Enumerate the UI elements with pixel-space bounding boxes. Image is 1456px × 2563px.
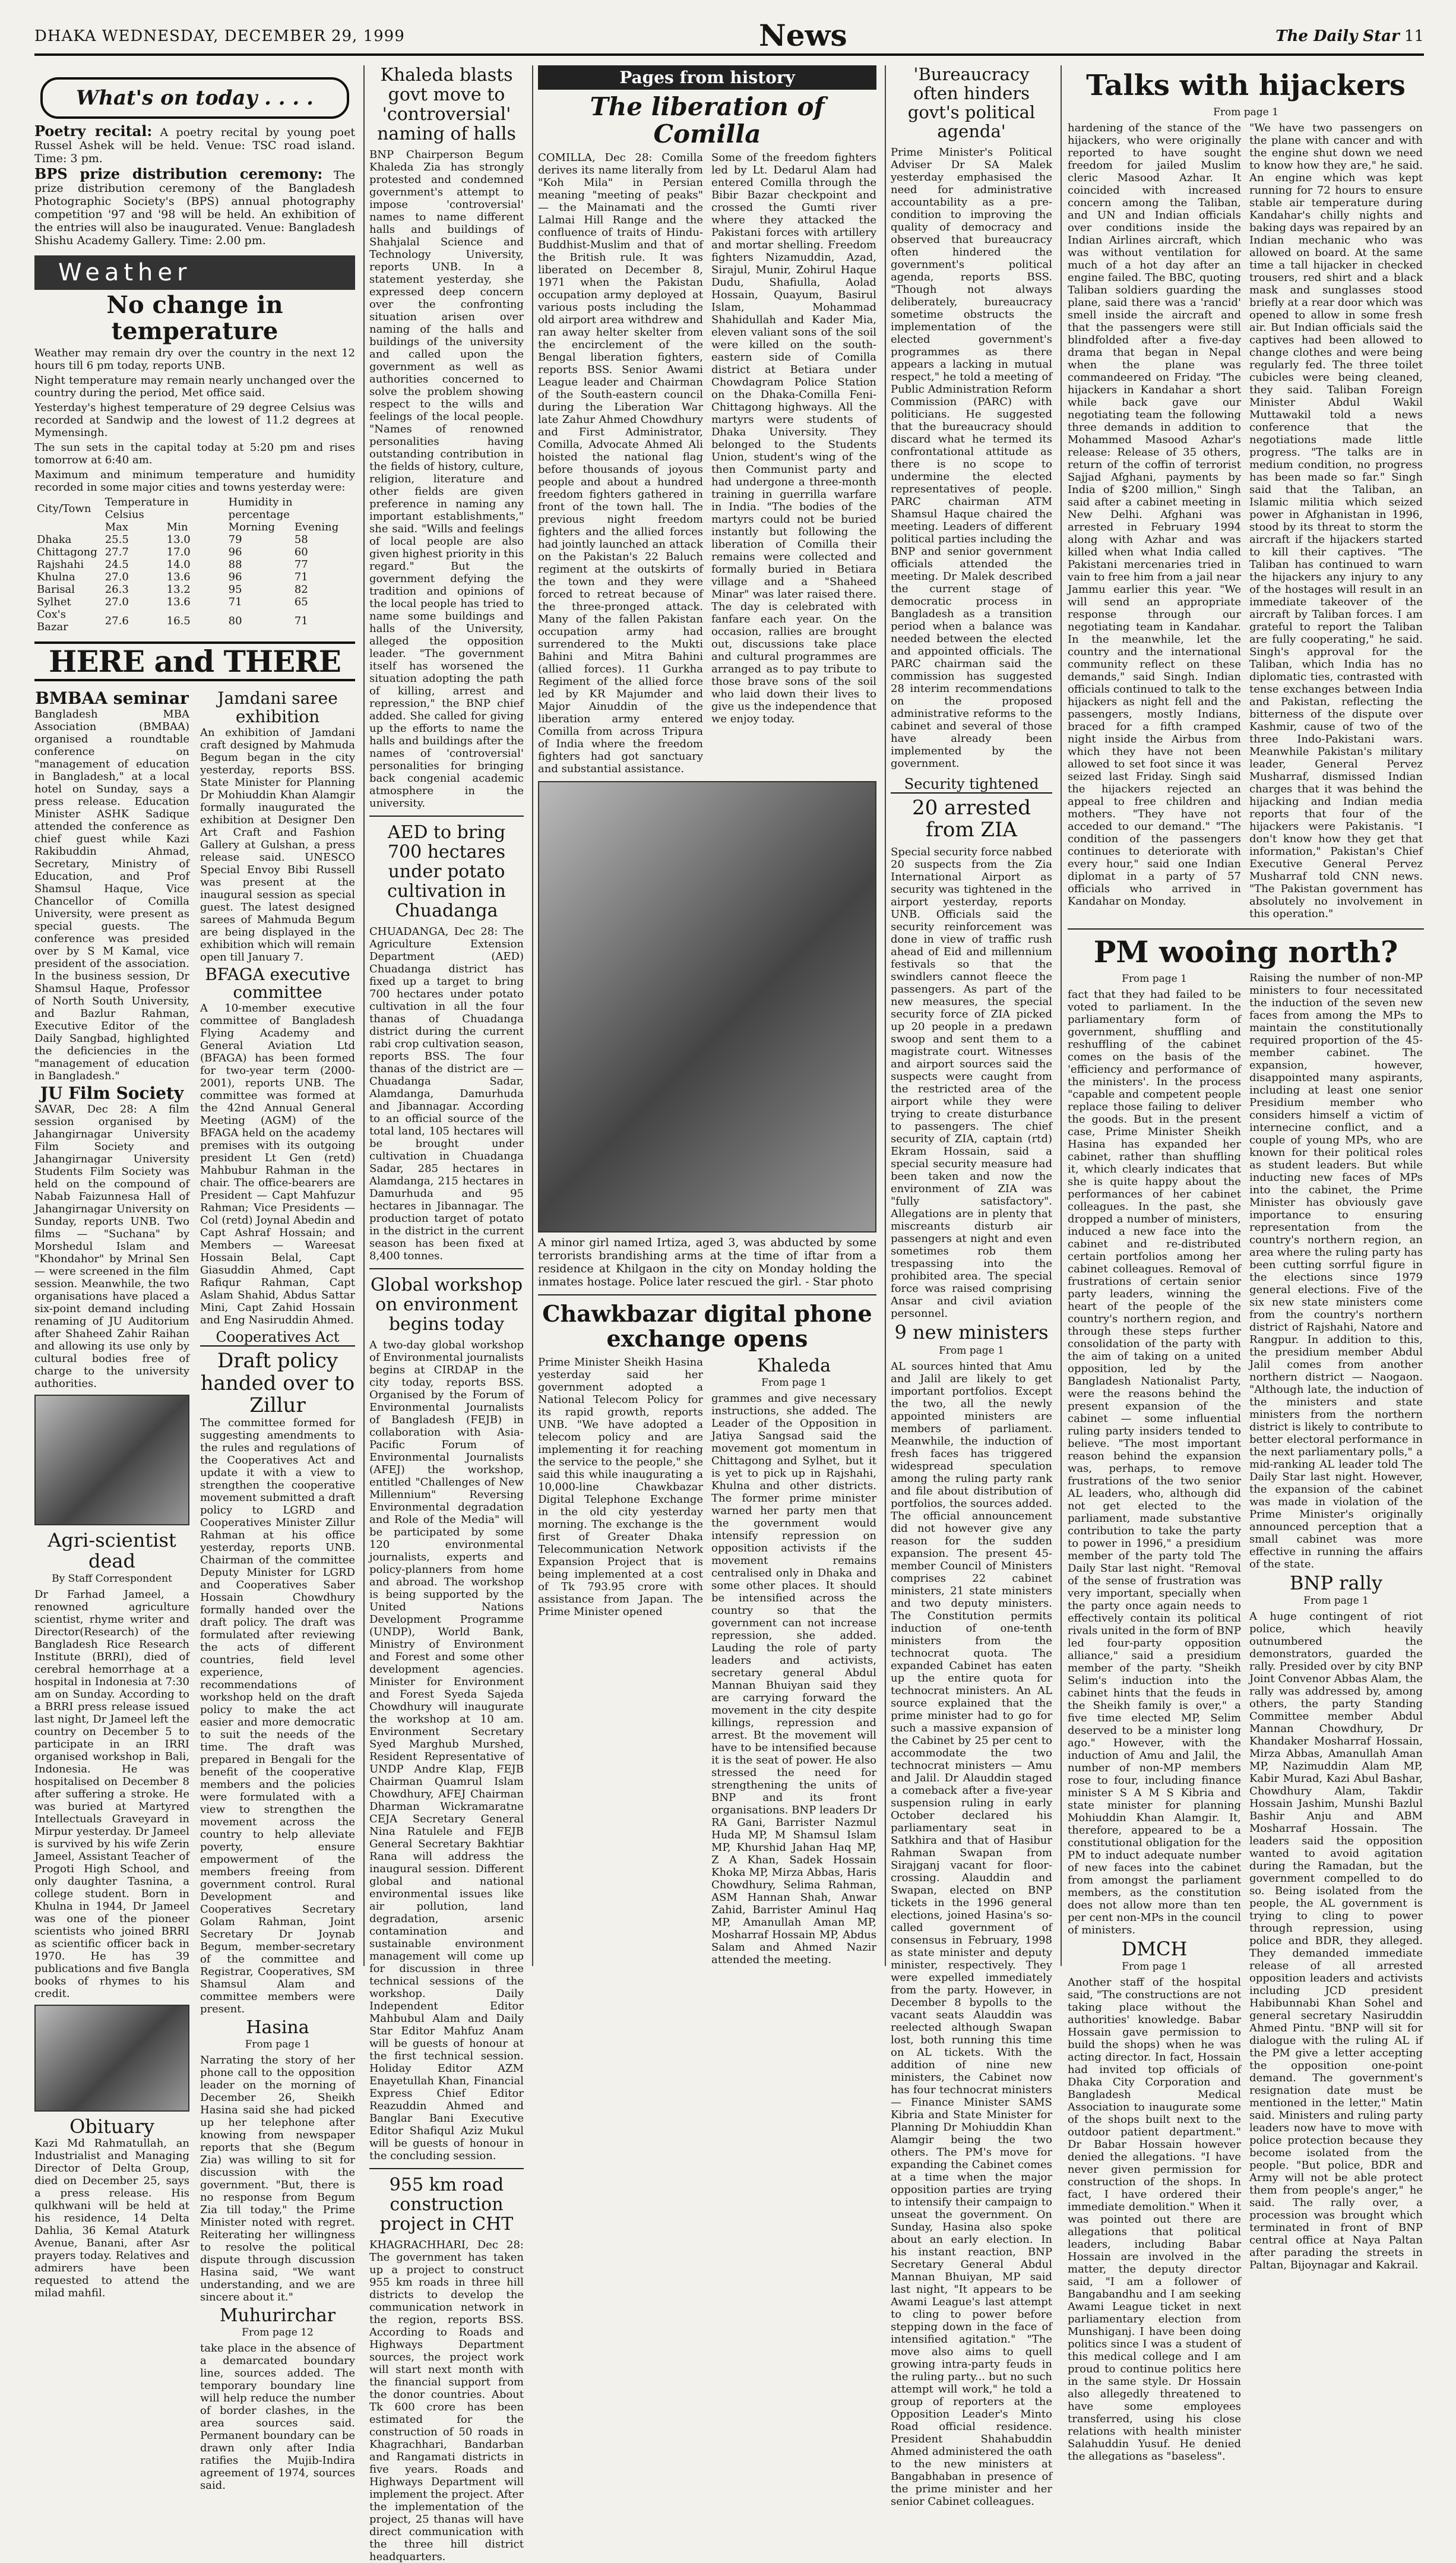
page-info — [1275, 27, 1424, 45]
bnp-rally-headline: BNP rally — [1289, 1571, 1383, 1594]
jufs-headline: JU Film Society — [40, 1083, 184, 1103]
paper-logo: The Daily Star — [1275, 27, 1400, 45]
obituary-headline: Obituary — [69, 2115, 154, 2138]
jamdani-headline: Jamdani saree exhibition — [217, 688, 338, 726]
pages-from-history-kicker: Pages from history — [538, 65, 876, 90]
aed-headline: AED to bring 700 hectares under potato cultivation in Chuadanga — [387, 822, 506, 921]
pm-wooing-headline: PM wooing north? — [1093, 934, 1398, 969]
portrait-photo — [34, 1395, 189, 1525]
muhurirchar-headline: Muhurirchar — [219, 2305, 336, 2327]
rescued-girl-photo — [538, 781, 876, 1232]
column-6: Talks with hijackers From page 1 hardening of the stance of the hijackers, who were originally reported to have sought freedom for jailed Muslim cleric Masood Azhar. It coincided with increased concern among the Taliban, and UN and Indian officials over conditions inside the Indian Airlines aircraft, which was without ventilation for much of a hot day after an engine failed. The BBC, quoting Taliban soldiers guarding the plane, said there was a 'rancid' smell inside the aircraft and that the passengers were still blindfolded after a five-day drama that began in Nepal when the plane was commandeered on Friday. "The hijackers in Kandahar a short while back gave our negotiating team the following three demands in addition to Mohammed Masood Azhar's release: Release of 35 others, return of the coffin of terrorist Sajjad Afghani, payments by India of $200 million," Singh said after a cabinet meeting in New Delhi. Afghani was arrested in February 1994 along with Azhar and was killed when what India called Pakistani mercenaries tried in vain to free him from a jail near Jammu earlier this year. "We will send an appropriate response through our negotiating team in Kandahar. In the meanwhile, let the country and the international community reflect on these demands," said Singh. Indian officials continued to talk to the hijackers as night fell and the passengers, mostly Indians, braced for a fifth cramped night inside the Airbus from which they have not been allowed to set foot since it was seized last Friday. Singh said the hijackers rejected an appeal to free children and mothers. "They have not acceded to our demand." "The condition of the passengers continues to deteriorate with every hour," said one Indian diplomat in a party of 57 officials who arrived in Kandahar on Monday. "We have two passengers on the plane with cancer and with the engine shut down we need to know how they are," he said. An engine which was kept running for 72 hours to ensure stable air temperature during Kandahar's chilly nights and baking days was repaired by an Indian mechanic who was allowed on board. At the same time a tall hijacker in checked trousers, red shirt and a black mask and sunglasses stood briefly at a rear door which was opened to allow in some fresh air. But Indian officials said the captives had been allowed to change clothes and were being regularly fed. The three toilet cubicles were being cleaned, they said. Taliban Foreign Minister Abdul Wakil Muttawakil told a news conference that the negotiations made little progress. "The talks are in medium condition, no progress has been made so far." Singh said that the Taliban, an Islamic militia which seized power in Afghanistan in 1996, stood by its threat to storm the aircraft if the hijackers started to kill their captives. "The Taliban has continued to warn the hijackers any injury to any of the hostages will result in an immediate takeover of the aircraft by Taliban forces. I am grateful to report the Taliban are fully cooperating," he said. Singh's approval for the Taliban, which India has no diplomatic ties, contrasted with tense exchanges between India and Pakistan, reflecting the bitterness of the dispute over Kashmir, cause of two of the three Indo-Pakistani wars. Meanwhile Pakistan's military leader, General Pervez Musharraf, dismissed Indian charges that it was behind the hijacking and Indian media reports that four of the hijackers were Pakistanis. "I don't know how they get that information," Pakistan's Chief Executive General Pervez Musharraf told CNN news. "The Pakistan government has absolutely no involvement in this operation." PM wooing north? From page 1 fact that they had failed to be voted to parliament. In the parliamentary form of government, shuffling and reshuffling of the cabinet comes on the basis of the 'efficiency and performance of the ministers'. In the process "capable and competent people replace those failing to deliver the goods. But in the present case, Prime Minister Sheikh Hasina has expanded her cabinet, rather than shuffling it, which clearly indicates that she is quite happy about the performances of her cabinet colleagues. In the past, she dropped a number of ministers, induced a new face into the cabinet and re-distributed certain portfolios among her cabinet colleagues. Removal of frustrations of certain senior party leaders, winning the heart of the people of the country's northern region, and through these steps further consolidation of the party with the aim of taking on a united opposition, led by the Bangladesh Nationalist Party, were the reasons behind the present expansion of the cabinet — some influential ruling party insiders tended to believe. "The most important reason behind the expansion was, perhaps, to remove frustrations of the two senior AL leaders, who, although did not get elected to the parliament, made substantive contribution to take the party to power in 1996," a presidium member of the party told The Daily Star last night. "Removal of the sense of frustration was very important, specially when the party once again needs to effectively contain its political rivals united in the form of BNP led four-party opposition alliance," said a presidium member of the party. "Sheikh Selim's induction into the cabinet hints that the feuds in the Sheikh family is over," a five time elected MP, Selim deserved to be a minister long ago." However, with the induction of Amu and Jalil, the number of non-MP members rose to four, including finance minister S A M S Kibria and state minister for planning Mohiuddin Khan Alamgir. It, therefore, appeared to be a constitutional obligation for the PM to induct adequate number of new faces into the cabinet from amongst the parliament members, as the constitution does not allow more than ten per cent non-MPs in the council of ministers. DMCH From page 1 Another staff of the hospital said, "The constructions are not taking place without the authorities' knowledge. Babar Hossain gave permission to build the shops) when he was acting director. In fact, Hossain had invited top officials of Dhaka City Corporation and Bangladesh Medical Association to inaugurate some of the shops built next to the outdoor patient department." Dr Babar Hossain however denied the allegations. "I have never given permission for construction of the shops. In fact, I have ordered their immediate demolition." When it was pointed out there are allegations that political leaders, including Babar Hossain are involved in the matter, the deputy director said, "I am a follower of Bangabandhu and I am seeking Awami League ticket in next parliamentary election from Munshiganj. I have been doing politics since I was a student of this medical college and I am proud to continue politics here in the same style. Dr Hossain also allegedly threatened to have some employees transferred, using his close relations with health minister Salahuddin Yusuf. He denied the allegations as "baseless". Raising the number of non-MP ministers to four necessitated the induction of the seven new faces from among the MPs to maintain the constitutionally required proportion of the 45-member cabinet. The expansion, however, disappointed many aspirants, including at least one senior Presidium member who considers himself a victim of internecine conflict, and a couple of young MPs, who are known for their political roles as student leaders. But while inducting new faces of MPs into the cabinet, the Prime Minister has obviously gave importance to ensuring representation from the country's northern region, an area where the ruling party has been cutting sorrful figure in the elections since 1979 general elections. Five of the six new state ministers come from the country's northern district of Rajshahi, Natore and Rangpur. In addition to this, the presidium member Abdul Jalil comes from another northern district — Naogaon. "Although late, the induction of the ministers and state ministers from the northern district is likely to contribute to better electoral performance in the next parliamentary polls," a mid-ranking AL leader told The Daily Star last night. However, the expansion of the cabinet was made in violation of the Prime Minister's originally announced perception that a small cabinet was more effective in running the affairs of the state. BNP rally From page 1 A huge contingent of riot police, which heavily outnumbered the demonstrators, guarded the rally. Presided over by city BNP Joint Convenor Abbas Alam, the rally was addressed by, among others, the party Standing Committee member Abdul Mannan Chowdhury, Dr Khandaker Mosharraf Hossain, Mirza Abbas, Amanullah Aman MP, Nazimuddin Alam MP, Kabir Murad, Kazi Abul Bashar, Chowdhury Alam, Takdir Hossain Jashim, Munshi Bazlul Bashir Anju and ABM Mosharraf Hossain. The leaders said the opposition wanted to avoid agitation during the Ramadan, but the government compelled to do so. Being isolated from the people, the AL government is trying to cling to power through repression, using police and BDR, they alleged. They demanded immediate release of all arrested opposition leaders and activists including JCD president Habibunnabi Khan Sohel and general secretary Nasiruddin Ahmed Pintu. "BNP will sit for dialogue with the ruling AL if the PM give a letter accepting the opposition one-point demand. The government's resignation date must be mentioned in the letter," Matin said. Ministers and ruling party leaders now have to move with police protection because they become isolated from the people. "But police, BDR and Army will not be able protect them from people's anger," he said. The rally over, a procession was brought which terminated in front of BNP central office at Naya Paltan after parading the streets in Paltan, Bijoynagar and Kakrail. — [1061, 65, 1424, 1966]
weather-row: Chittagong 27.7 17.0 96 60 — [37, 546, 308, 558]
whats-on-banner: What's on today . . . . — [40, 77, 349, 119]
weather-row: Dhaka 25.5 13.0 79 58 — [37, 533, 308, 546]
coop-headline: Draft policy handed over to Zillur — [200, 1349, 355, 1417]
weather-row: Khulna 27.0 13.6 96 71 — [37, 571, 308, 583]
weather-headline: No change in temperature — [106, 291, 283, 345]
weather-table: City/Town Temperature in Celsius Humidity in percentage Max Min Morning Evening Dhaka 25.5 13.0 79 58 Chittagong 27.7 17.0 96 60 Rajshahi 24.5 14.0 88 77 Khulna 27.0 13.6 96 71 Barisal 26.3 13.2 95 82 Sylhet 27.0 13.6 71 65 Cox's Bazar 27.6 16.5 80 71 — [34, 496, 355, 633]
weather-row: Rajshahi 24.5 14.0 88 77 — [37, 558, 308, 571]
column-1: What's on today . . . . Poetry recital: A poetry recital by young poet Russel Ashek will be held. Venue: TSC road island. Time: 3 pm. BPS prize distribution ceremony: The prize distribution ceremony of the Bangladesh Photographic Society's (BPS) annual photography competition '97 and '98 will be held. An exhibition of the entries will also be inaugurated. Venue: Bangladesh Shishu Academy Gallery. Time: 2.00 pm. Weather No change in temperature Weather may remain dry over the country in the next 12 hours till 6 pm today, reports UNB. Night temperature may remain nearly unchanged over the country during the period, Met office said. Yesterday's highest temperature of 29 degree Celsius was recorded at Sandwip and the lowest of 11.2 degrees at Mymensingh. The sun sets in the capital today at 5:20 pm and rises tomorrow at 6:40 am. Maximum and minimum temperature and humidity recorded in some major cities and towns yesterday were: City/Town Temperature in Celsius Humidity in percentage Max Min Morning Evening Dhaka 25.5 13.0 79 58 Chittagong 27.7 17.0 96 60 Rajshahi 24.5 14.0 88 77 Khulna 27.0 13.6 96 71 Barisal 26.3 13.2 95 82 Sylhet 27.0 13.6 71 65 Cox's Bazar 27.6 16.5 80 71 HERE and THERE BMBAA seminar Bangladesh MBA Association (BMBAA) organised a roundtable conference on "management of education in Bangladesh," at a local hotel on Sunday, says a press release. Education Minister ASHK Sadique attended the conference as chief guest while Kazi Rakibuddin Ahmad, Secretary, Ministry of Education, and Prof Shamsul Haque, Vice Chancellor of Comilla University, were present as special guests. The conference was presided over by S M Kamal, vice president of the association. In the business session, Dr Shamsul Haque, Professor of North South University, and Bazlur Rahman, Executive Editor of the Daily Sangbad, highlighted the deficiencies in the "management of education in Bangladesh." JU Film Society SAVAR, Dec 28: A film session organised by Jahangirnagar University Film Society and Jahangirnagar University Students Film Society was held on the compound of Nabab Faizunnesa Hall of Jahangirnagar University on Sunday, reports UNB. Two films — "Suchana" by Morshedul Islam and "Khondahor" by Mrinal Sen — were screened in the film session. Meanwhile, the two organisations have placed a six-point demand including renaming of JU Auditorium after Shaheed Zahir Raihan and allowing its use only by cultural bodies free of charge to the university authorities. Agri-scientist dead By Staff Correspondent Dr Farhad Jameel, a renowned agriculture scientist, rhyme writer and Director(Research) of the Bangladesh Rice Research Institute (BRRI), died of cerebral hemorrhage at a hospital in Indonesia at 7:30 am on Sunday. According to a BRRI press release issued last night, Dr Jameel left the country on December 5 to participate in an IRRI organised workshop in Bali, Indonesia. He was hospitalised on December 8 after suffering a stroke. He was buried at Martyred Intellectuals Graveyard in Mirpur yesterday. Dr Jameel is survived by his wife Zerin Jameel, Assistant Teacher of Progoti High School, and only daughter Tasnina, a college student. Born in Khulna in 1944, Dr Jameel was one of the pioneer scientists who joined BRRI as scientific officer back in 1970. He has 39 publications and five Bangla books of rhymes to his credit. Obituary Kazi Md Rahmatullah, an Industrialist and Managing Director of Delta Group, died on December 25, says a press release. His qulkhwani will be held at his residence, 14 Delta Dahlia, 36 Kemal Ataturk Avenue, Banani, after Asr prayers today. Relatives and admirers have been requested to attend the milad mahfil. Jamdani saree exhibition An exhibition of Jamdani craft designed by Mahmuda Begum began in the city yesterday, reports BSS. State Minister for Planning Dr Mohiuddin Khan Alamgir formally inaugurated the exhibition at Designer Den Art Craft and Fashion Gallery at Gulshan, a press release said. UNESCO Special Envoy Bibi Russell was present at the inaugural session as special guest. The latest designed sarees of Mahmuda Begum are being displayed in the exhibition which will remain open till January 7. BFAGA executive committee A 10-member executive committee of Bangladesh Flying Academy and General Aviation Ltd (BFAGA) has been formed for two-year term (2000-2001), reports UNB. The committee was formed at the 42nd Annual General Meeting (AGM) of the BFAGA held on the academy premises with its outgoing president Lt Gen (retd) Mahbubur Rahman in the chair. The office-bearers are President — Capt Mahfuzur Rahman; Vice Presidents — Col (retd) Joynal Abedin and Capt Ashraf Hossain; and Members — Wareesat Hossain Belal, Capt Giasuddin Ahmed, Capt Rafiqur Rahman, Capt Aslam Shahid, Abdus Sattar Mini, Capt Zahid Hossain and Eng Nasiruddin Ahmed. Cooperatives Act Draft policy handed over to Zillur The committee formed for suggesting amendments to the rules and regulations of the Cooperatives Act and update it with a view to strengthen the cooperative movement submitted a draft policy to LGRD and Cooperatives Minister Zillur Rahman at his office yesterday, reports UNB. Chairman of the committee Deputy Minister for LGRD and Cooperatives Saber Hossain Chowdhury formally handed over the draft policy. The draft was formulated after reviewing the acts of different countries, field level experience, recommendations of workshop held on the draft policy to make the act easier and more democratic to suit the needs of the time. The draft was prepared in Bengali for the benefit of the cooperative members and the policies were formulated with a view to strengthen the movement across the country to help alleviate poverty, ensure empowerment of the members freeing from government control. Rural Development and Cooperatives Secretary Golam Rahman, Joint Secretary Dr Joynab Begum, member-secretary of the committee and Registrar, Cooperatives, SM Shamsul Alam and committee members were present. Hasina From page 1 Narrating the story of her phone call to the opposition leader on the morning of December 26, Sheikh Hasina said she had picked up her telephone after knowing from newspaper reports that she (Begum Zia) was willing to sit for discussion with the government. "But, there is no response from Begum Zia till today," the Prime Minister noted with regret. Reiterating her willingness to resolve the political dispute through discussion Hasina said, "We want understanding, and we are sincere about it." Muhurirchar From page 12 take place in the absence of a demarcated boundary line, sources added. The temporary boundary line will help reduce the number of border clashes, in the area sources said. Permanent boundary can be drawn only after India ratifies the Mujib-Indira agreement of 1974, sources said. — [34, 65, 355, 1966]
khaleda-headline: Khaleda blasts govt move to 'controversial' naming of halls — [377, 65, 516, 144]
bfaga-headline: BFAGA executive committee — [205, 964, 350, 1003]
poetry-item: Poetry recital: A poetry recital by young poet Russel Ashek will be held. Venue: TSC road island. Time: 3 pm. — [34, 122, 356, 165]
obituary-photo — [34, 2005, 189, 2112]
here-and-there-banner: HERE and THERE — [34, 641, 355, 681]
weather-row: Barisal 26.3 13.2 95 82 — [37, 583, 308, 596]
hasina-headline: Hasina — [246, 2017, 309, 2039]
chawkbazar-headline: Chawkbazar digital phone exchange opens — [542, 1300, 872, 1352]
global-workshop-headline: Global workshop on environment begins today — [370, 1275, 523, 1335]
road-project-headline: 955 km road construction project in CHT — [379, 2175, 514, 2235]
page-number: 11 — [1404, 27, 1424, 45]
weather-row: Sylhet 27.0 13.6 71 65 — [37, 596, 308, 608]
hijackers-headline: Talks with hijackers — [1086, 69, 1406, 102]
nine-ministers-headline: 9 new ministers — [894, 1321, 1049, 1344]
weather-row: Cox's Bazar 27.6 16.5 80 71 — [37, 608, 308, 633]
column-5: 'Bureaucracy often hinders govt's political agenda' Prime Minister's Political Adviser Dr SA Malek yesterday emphasised the need for administrative accountability as a pre-condition to improving the quality of democracy and observed that bureaucracy often hindered the government's political agenda, reports BSS. "Though not always deliberately, bureaucracy sometime obstructs the implementation of the elected government's programmes as there appears a lacking in mutual respect," he told a meeting of Public Administration Reform Commission (PARC) with politicians. He suggested that the bureaucracy should discard what he termed its confrontational attitude as there is no scope to undermine the elected representatives of people. PARC chairman ATM Shamsul Haque chaired the meeting. Leaders of different political parties including the BNP and senior government officials attended the meeting. Dr Malek described the current stage of democratic process in Bangladesh as a transition period when a balance was needed between the elected and appointed officials. The PARC chairman said the commission has suggested 28 interim recommendations on the proposed administrative reforms to the cabinet and several of those have already been implemented by the government. Security tightened 20 arrested from ZIA Special security force nabbed 20 suspects from the Zia International Airport as security was tightened in the airport yesterday, reports UNB. Officials said the security reinforcement was done in view of traffic rush ahead of Eid and millennium festivals so that the swindlers cannot fleece the passengers. As part of the new measures, the special security force of ZIA picked up 20 people in a predawn swoop and sent them to a magistrate court. Witnesses and airport sources said the suspects were caught from the restricted area of the airport while they were trying to create disturbance to passengers. The chief security of ZIA, captain (rtd) Ekram Hossain, said a special security measure had been taken and now the environment of ZIA was "fully satisfactory". Allegations are in plenty that miscreants disturb air passengers at night and even sometimes rob them trespassing into the prohibited area. The special force was raised comprising Ansar and civil aviation personnel. 9 new ministers From page 1 AL sources hinted that Amu and Jalil are likely to get important portfolios. Except the two, all the newly appointed ministers are members of parliament. Meanwhile, the induction of fresh faces has triggered widespread speculation among the ruling party rank and file about distribution of portfolios, the sources added. The official announcement did not however give any reason for the sudden expansion. The present 45-member Council of Ministers comprises 22 cabinet ministers, 21 state ministers and two deputy ministers. The Constitution permits induction of one-tenth ministers from the technocrat quota. The expanded Cabinet has eaten up the entire quota for technocrat ministers. An AL source explained that the prime minister had to go for such a massive expansion of the Cabinet by 25 per cent to accommodate the two technocrat ministers — Amu and Jalil. Dr Alauddin staged a comeback after a five-year suspension ruling in early October declared his parliamentary seat in Satkhira and that of Hasibur Rahman Swapan from Sirajganj vacant for floor-crossing. Alauddin and Swapan, elected on BNP tickets in the 1996 general elections, joined Hasina's so-called government of consensus in February, 1998 as state minister and deputy minister, respectively. They were expelled immediately from the party. However, in December 8 bypolls to the vacant seats Alauddin was reelected although Swapan lost, both running this time on AL tickets. With the addition of nine new ministers, the Cabinet now has four technocrat ministers — Finance Minister SAMS Kibria and State Minister for Planning Dr Mohiuddin Khan Alamgir being the two others. The PM's move for expanding the Cabinet comes at a time when the major opposition parties are trying to intensify their campaign to unseat the government. On Sunday, Hasina also spoke about an early election. In his instant reaction, BNP Secretary General Abdul Mannan Bhuiyan, MP said last night, "It appears to be Awami League's last attempt to cling to power before stepping down in the face of intensified agitation." "The move also aims to quell growing intra-party feuds in the ruling party... but no such attempt will work," he told a group of reporters at the Opposition Leader's Minto Road official residence. President Shahabuddin Ahmed administered the oath to the new ministers at Bangabhaban in presence of the prime minister and her senior Cabinet colleagues. — [885, 65, 1052, 1966]
khaleda-continued-headline: Khaleda — [757, 1355, 831, 1376]
column-3: Khaleda blasts govt move to 'controversial' naming of halls BNP Chairperson Begum Khaleda Zia has strongly protested and condemned government's attempt to impose 'controversial' names to name different halls and buildings of Shahjalal Science and Technology University, reports UNB. In a statement yesterday, she expressed deep concern over the confronting situation arisen over naming of the halls and buildings of the university and called upon the government as well as authorities concerned to solve the problem showing respect to the wills and feelings of the local people. "Names of renowned personalities having outstanding contribution in the fields of history, culture, religion, literature and other fields are given preference in naming any important establishments," she said. "Wills and feelings of local people are also given highest priority in this regard." But the government defying the tradition and opinions of the local people has tried to name some buildings and halls of the University, alleged the opposition leader. "The government itself has worsened the situation adopting the path of killing, arrest and repression," the BNP chief added. She called for giving up the efforts to name the halls and buildings after the names of 'controversial' personalities for bringing back congenial academic atmosphere in the university. AED to bring 700 hectares under potato cultivation in Chuadanga CHUADANGA, Dec 28: The Agriculture Extension Department (AED) Chuadanga district has fixed up a target to bring 700 hectares under potato cultivation in all the four thanas of Chuadanga district during the current rabi crop cultivation season, reports BSS. The four thanas of the district are — Chuadanga Sadar, Alamdanga, Damurhuda and Jibannagar. According to an official source of the total land, 105 hectares will be brought under cultivation in Chuadanga Sadar, 285 hectares in Alamdanga, 215 hectares in Damurhuda and 95 hectares in Jibannagar. The production target of potato in the district in the current season has been fixed at 8,400 tonnes. Global workshop on environment begins today A two-day global workshop of Environmental journalists begins at CIRDAP in the city today, reports BSS. Organised by the Forum of Environmental Journalists of Bangladesh (FEJB) in collaboration with Asia-Pacific Forum of Environmental Journalists (AFEJ) the workshop, entitled "Challenges of New Millennium" Reversing Environmental degradation and Role of the Media" will be participated by some 120 environmental journalists, experts and policy-planners from home and abroad. The workshop is being supported by the United Nations Development Programme (UNDP), World Bank, Ministry of Environment and Forest and some other development agencies. Minister for Environment and Forest Syeda Sajeda Chowdhury will inaugurate the workshop at 10 am. Environment Secretary Syed Marghub Murshed, Resident Representative of UNDP Andre Klap, FEJB Chairman Quamrul Islam Chowdhury, AFEJ Chairman Dharman Wickramaratne CEJA Secretary General Nina Ratulele and FEJB General Secretary Bakhtiar Rana will address the inaugural session. Different global and national environmental issues like air pollution, land degradation, arsenic contamination and sustainable environment management will come up for discussion in three technical sessions of the workshop. Daily Independent Editor Mahbubul Alam and Daily Star Editor Mahfuz Anam will be guests of honour at the first technical session. Holiday Editor AZM Enayetullah Khan, Financial Express Chief Editor Reazuddin Ahmed and Banglar Bani Executive Editor Shafiqul Aziz Mukul will be guests of honour in the concluding session. 955 km road construction project in CHT KHAGRACHHARI, Dec 28: The government has taken up a project to construct 955 km roads in three hill districts to develop the communication network in the region, reports BSS. According to Roads and Highways Department sources, the project work will start next month with the financial support from the donor countries. About Tk 600 crore has been estimated for the construction of 50 roads in Khagrachhari, Bandarban and Rangamati districts in five years. Roads and Highways Department will implement the project. After the implementation of the project, 25 thanas will have direct communication with the three hill district headquarters. — [363, 65, 524, 1966]
agri-headline: Agri-scientist dead — [48, 1528, 176, 1572]
bureaucracy-headline: 'Bureaucracy often hinders govt's political agenda' — [907, 64, 1036, 141]
bmbaa-headline: BMBAA seminar — [35, 688, 189, 708]
dateline: DHAKA WEDNESDAY, DECEMBER 29, 1999 — [34, 27, 405, 45]
section-title: News — [759, 18, 847, 53]
bps-item: BPS prize distribution ceremony: The prize distribution ceremony of the Bangladesh Photographic Society's (BPS) annual photography competition '97 and '98 will be held. An exhibition of the entries will also be inaugurated. Venue: Bangladesh Shishu Academy Gallery. Time: 2.00 pm. — [34, 165, 355, 247]
dmch-headline: DMCH — [1121, 1937, 1188, 1960]
column-4: Pages from history The liberation of Comilla COMILLA, Dec 28: Comilla derives its name literally from "Koh Mila" in Persian meaning "meeting of peaks" — the Mainamati and the Lalmai Hill Range and the confluence of traits of Hindu-Buddhist-Muslim and that of the British rule. It was liberated on December 8, 1971 when the Pakistan occupation army deployed at various posts including the old airport area withdrew and ran away helter skelter from the encirclement of the Bengal liberation fighters, reports BSS. Senior Awami League leader and Chairman of the South-eastern council during the Liberation War late Zahur Ahmed Chowdhury and First Administrator, Comilla, Advocate Ahmed Ali hoisted the national flag before thousands of joyous people and about a hundred freedom fighters gathered in front of the town hall. The previous night freedom fighters and the allied forces had jointly launched an attack on the Pakistan's 22 Baluch regiment at the outskirts of the town and they were forced to retreat because of the three-pronged attack. Many of the fallen Pakistan occupation army had surrendered to the Mukti Bahini and Mitra Bahini (allied forces). 11 Gurkha Regiment of the allied force led by KR Majumder and Major Ainuddin of the liberation army entered Comilla from across Tripura of India where the freedom fighters had got sanctuary and substantial assistance. Some of the freedom fighters led by Lt. Dedarul Alam had entered Comilla through the Bibir Bazar checkpoint and crossed the Gumti river where they attacked the Pakistani forces with artillery and mortar shelling. Freedom fighters Nizamuddin, Azad, Sirajul, Munir, Zohirul Haque Dudu, Shafiulla, Aolad Hossain, Quayum, Basirul Islam, Mohammad Shahidullah and Kader Mia, eleven valiant sons of the soil were killed on the south-eastern side of Comilla district at Betiara under Chowdagram Police Station on the Dhaka-Comilla Feni-Chittagong highways. All the martyrs were students of Dhaka University. They belonged to the Students Union, student's wing of the then Communist party and had undergone a three-month training in guerrilla warfare in India. "The bodies of the martyrs could not be buried instantly but following the liberation of Comilla their remains were collected and formally buried in Betiara village and a "Shaheed Minar" was later raised there. The day is celebrated with fanfare each year. On the occasion, rallies are brought out, discussions take place and cultural programmes are arranged as to pay tribute to those brave sons of the soil who laid down their lives to give us the independence that we enjoy today. A minor girl named Irtiza, aged 3, was abducted by some terrorists brandishing arms at the time of iftar from a residence at Khilgaon in the city on Monday holding the inmates hostage. Police later rescued the girl. - Star photo Chawkbazar digital phone exchange opens Prime Minister Sheikh Hasina yesterday said her government adopted a National Telecom Policy for its rapid growth, reports UNB. "We have adopted a telecom policy and are implementing it for reaching the service to the people," she said this while inaugurating a 10,000-line Chawkbazar Digital Telephone Exchange in the old city yesterday morning. The exchange is the first of Greater Dhaka Telecommunication Network Expansion Project that is being implemented at a cost of Tk 793.95 crore with assistance from Japan. The Prime Minister opened Khaleda From page 1 grammes and give necessary instructions, she added. The Leader of the Opposition in Jatiya Sangsad said the movement got momentum in Chittagong and Sylhet, but it is yet to pick up in Rajshahi, Khulna and other districts. The former prime minister warned her party men that the government would intensify repression on opposition activists if the movement remains centralised only in Dhaka and some other places. It should be intensified across the country so that the government can not increase repression, she added. Lauding the role of party leaders and activists, secretary general Abdul Mannan Bhuiyan said they are carrying forward the movement in the city despite killings, repression and arrest. Bt the movement will have to be intensified because it is the seat of power. He also stressed the need for strengthening the units of BNP and its front organisations. BNP leaders Dr RA Gani, Barrister Nazmul Huda MP, M Shamsul Islam MP, Khurshid Jahan Haq MP, Z A Khan, Sadek Hossain Khoka MP, Mirza Abbas, Haris Chowdhury, Selima Rahman, ASM Hannan Shah, Anwar Zahid, Barrister Aminul Haq MP, Amanullah Aman MP, Mosharraf Hossain MP, Abdus Salam and Ahmed Nazir attended the meeting. — [532, 65, 876, 1966]
weather-box: Weather — [34, 255, 355, 290]
zia-headline: 20 arrested from ZIA — [912, 795, 1031, 842]
comilla-headline: The liberation of Comilla — [590, 92, 825, 149]
masthead — [34, 18, 1424, 56]
